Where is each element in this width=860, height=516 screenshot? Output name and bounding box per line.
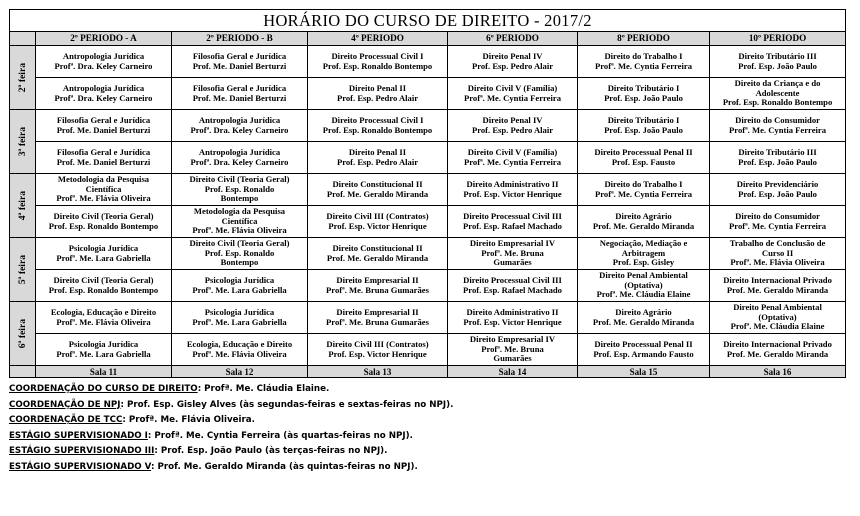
- class-cell: [172, 78, 308, 110]
- course-name: Direito Civil (Teoria Geral): [189, 238, 290, 249]
- class-cell: [448, 206, 578, 238]
- course-name: Ecologia, Educação e Direito: [186, 338, 293, 349]
- schedule-row: [10, 174, 846, 206]
- professor-name: Profª. Me. Lara Gabriella: [192, 284, 287, 295]
- schedule-row: [10, 78, 846, 110]
- course-name: Prof. Esp. Ronaldo: [204, 183, 275, 194]
- professor-name: Prof. Esp. Ronaldo Bontempo: [322, 60, 433, 71]
- course-name: Adolescente: [755, 87, 800, 98]
- professor-name: Prof. Esp. Pedro Alair: [471, 124, 554, 135]
- note-text: : Prof. Esp. Gisley Alves (às segundas-feiras e sextas-feiras no NPJ).: [120, 399, 454, 410]
- course-name: Psicologia Jurídica: [68, 338, 139, 349]
- course-name: Direito Penal II: [348, 82, 407, 93]
- period-header: 2º PERIODO - B: [172, 32, 308, 46]
- course-name: Metodologia da Pesquisa: [57, 174, 150, 185]
- day-label: 6ª feira: [16, 318, 28, 349]
- class-cell: [578, 302, 710, 334]
- professor-name: Prof. Esp. Victor Henrique: [463, 188, 562, 199]
- class-cell: [448, 238, 578, 270]
- course-name: Direito Processual Penal II: [594, 338, 693, 349]
- course-name: Direito Penal IV: [482, 114, 543, 125]
- period-header: 6º PERIODO: [448, 32, 578, 46]
- note-line: [9, 444, 845, 460]
- course-name: Direito Processual Civil I: [331, 50, 424, 61]
- note-label: COORDENAÇÃO DE TCC: [9, 415, 123, 426]
- professor-name: Prof. Me. Geraldo Miranda: [592, 220, 695, 231]
- class-cell: [36, 302, 172, 334]
- room-row: [10, 366, 846, 378]
- professor-name: Profª. Me. Cyntia Ferreira: [729, 220, 827, 231]
- professor-name: Profª. Dra. Keley Carneiro: [54, 60, 153, 71]
- class-cell: [710, 46, 846, 78]
- professor-name: Prof. Esp. Ronaldo Bontempo: [48, 284, 159, 295]
- course-name: Psicologia Jurídica: [204, 274, 275, 285]
- course-name: Direito do Trabalho I: [604, 50, 683, 61]
- course-name: Direito Civil III (Contratos): [326, 210, 429, 221]
- professor-name: Profª. Me. Flávia Oliveira: [56, 193, 151, 204]
- class-cell: [578, 334, 710, 366]
- professor-name: Profª. Me. Cláudia Elaine: [596, 289, 691, 300]
- note-label: ESTÁGIO SUPERVISIONADO I: [9, 430, 148, 441]
- class-cell: [710, 174, 846, 206]
- course-name: Ecologia, Educação e Direito: [50, 306, 157, 317]
- professor-name: Prof. Esp. Victor Henrique: [328, 348, 427, 359]
- professor-name: Profª. Me. Cyntia Ferreira: [595, 188, 692, 199]
- professor-name: Prof. Me. Geraldo Miranda: [326, 188, 429, 199]
- course-name: Científica: [221, 215, 258, 226]
- schedule-row: [10, 142, 846, 174]
- class-cell: [308, 302, 448, 334]
- class-cell: [578, 174, 710, 206]
- class-cell: [710, 270, 846, 302]
- professor-name: Prof. Me. Geraldo Miranda: [726, 348, 829, 359]
- professor-name: Prof. Esp. João Paulo: [738, 156, 817, 167]
- schedule-row: [10, 334, 846, 366]
- professor-name: Prof. Esp. Ronaldo Bontempo: [322, 124, 433, 135]
- schedule-table: [9, 9, 846, 378]
- class-cell: [308, 206, 448, 238]
- course-name: Direito Empresarial II: [336, 274, 419, 285]
- course-name: Direito da Criança e do: [734, 78, 821, 89]
- professor-name: Prof. Esp. Victor Henrique: [463, 316, 562, 327]
- class-cell: [710, 110, 846, 142]
- class-cell: [172, 302, 308, 334]
- course-name: Direito Administrativo II: [466, 178, 559, 189]
- course-name: Curso II: [761, 247, 794, 258]
- class-cell: [308, 142, 448, 174]
- day-label-cell: [10, 174, 36, 238]
- coordination-notes: [9, 382, 845, 476]
- class-cell: [578, 270, 710, 302]
- professor-name: Profª. Me. Lara Gabriella: [56, 252, 151, 263]
- schedule-row: [10, 206, 846, 238]
- day-label-cell: [10, 302, 36, 366]
- note-text: : Prof. Esp. João Paulo (às terças-feiras no NPJ).: [154, 446, 388, 457]
- class-cell: [308, 238, 448, 270]
- class-cell: [448, 142, 578, 174]
- room-label: Sala 14: [448, 366, 578, 378]
- course-name: Direito Agrário: [615, 306, 672, 317]
- professor-name: Profª. Me. Cyntia Ferreira: [595, 60, 692, 71]
- course-name: Direito Internacional Privado: [723, 338, 832, 349]
- course-name: Científica: [85, 183, 122, 194]
- course-name: Bontempo: [220, 193, 259, 204]
- class-cell: [578, 110, 710, 142]
- professor-name: Profª. Me. Flávia Oliveira: [56, 316, 151, 327]
- professor-name: Prof. Me. Geraldo Miranda: [726, 284, 829, 295]
- course-name: Psicologia Jurídica: [68, 242, 139, 253]
- professor-name: Prof. Me. Geraldo Miranda: [326, 252, 429, 263]
- professor-name: Prof. Esp. João Paulo: [604, 92, 683, 103]
- class-cell: [172, 206, 308, 238]
- course-name: Direito Civil (Teoria Geral): [53, 210, 154, 221]
- period-header: 4º PERIODO: [308, 32, 448, 46]
- day-label: 4ª feira: [16, 190, 28, 221]
- professor-name: Prof. Esp. Ronaldo Bontempo: [48, 220, 159, 231]
- professor-name: Prof. Me. Daniel Berturzi: [56, 124, 151, 135]
- course-name: Bontempo: [220, 257, 259, 268]
- professor-name: Prof. Me. Daniel Berturzi: [192, 60, 287, 71]
- course-name: Direito Civil V (Família): [467, 146, 558, 157]
- schedule-row: [10, 270, 846, 302]
- note-line: [9, 398, 845, 414]
- schedule-row: [10, 46, 846, 78]
- professor-name: Prof. Esp. João Paulo: [738, 60, 817, 71]
- note-label: COORDENAÇÃO DO CURSO DE DIREITO: [9, 384, 198, 394]
- professor-name: Profª. Me. Cyntia Ferreira: [729, 124, 827, 135]
- course-name: Direito Tributário I: [607, 114, 680, 125]
- class-cell: [448, 334, 578, 366]
- professor-name: Prof. Esp. Victor Henrique: [328, 220, 427, 231]
- professor-name: Prof. Esp. Pedro Alair: [336, 92, 419, 103]
- class-cell: [36, 78, 172, 110]
- class-cell: [710, 206, 846, 238]
- professor-name: Profª. Me. Cyntia Ferreira: [464, 92, 561, 103]
- professor-name: Profª. Dra. Keley Carneiro: [190, 156, 289, 167]
- professor-name: Prof. Esp. João Paulo: [604, 124, 683, 135]
- professor-name: Prof. Esp. João Paulo: [738, 188, 817, 199]
- schedule-body: [10, 46, 846, 366]
- class-cell: [36, 110, 172, 142]
- course-name: Arbitragem: [621, 247, 666, 258]
- course-name: Filosofia Geral e Jurídica: [192, 82, 287, 93]
- professor-name: Profª. Me. Cyntia Ferreira: [464, 156, 561, 167]
- course-name: Direito Processual Penal II: [594, 146, 693, 157]
- course-name: Direito Processual Civil I: [331, 114, 424, 125]
- class-cell: [308, 270, 448, 302]
- class-cell: [36, 206, 172, 238]
- class-cell: [308, 78, 448, 110]
- course-name: Direito Agrário: [615, 210, 672, 221]
- class-cell: [578, 142, 710, 174]
- period-header: 2º PERIODO - A: [36, 32, 172, 46]
- professor-name: Prof. Esp. Ronaldo Bontempo: [722, 97, 833, 108]
- room-label: Sala 12: [172, 366, 308, 378]
- course-name: Direito Internacional Privado: [723, 274, 832, 285]
- course-name: Direito Civil (Teoria Geral): [189, 174, 290, 185]
- note-text: : Profª. Me. Cláudia Elaine.: [197, 384, 330, 394]
- class-cell: [710, 302, 846, 334]
- day-label-cell: [10, 238, 36, 302]
- note-text: : Prof. Me. Geraldo Miranda (às quintas-feiras no NPJ).: [151, 461, 418, 472]
- course-name: Direito Civil III (Contratos): [326, 338, 429, 349]
- class-cell: [448, 78, 578, 110]
- course-name: Direito do Consumidor: [735, 114, 820, 125]
- note-line: [9, 413, 845, 429]
- course-name: Direito Empresarial II: [336, 306, 419, 317]
- page-title: HORÁRIO DO CURSO DE DIREITO - 2017/2: [10, 10, 846, 32]
- class-cell: [36, 142, 172, 174]
- note-line: [9, 460, 845, 476]
- course-name: Antropologia Jurídica: [62, 50, 145, 61]
- class-cell: [308, 46, 448, 78]
- professor-name: Prof. Esp. Armando Fausto: [593, 348, 694, 359]
- professor-name: Prof. Esp. Gisley: [612, 257, 675, 268]
- day-label-cell: [10, 110, 36, 174]
- note-text: : Profª. Me. Flávia Oliveira.: [122, 415, 255, 426]
- course-name: Direito Constitucional II: [332, 178, 423, 189]
- day-label-cell: [10, 46, 36, 110]
- class-cell: [172, 238, 308, 270]
- course-name: Direito Constitucional II: [332, 242, 423, 253]
- course-name: Direito Tributário III: [738, 50, 817, 61]
- course-name: Direito Tributário I: [607, 82, 680, 93]
- professor-name: Profª. Me. Cláudia Elaine: [730, 321, 825, 332]
- class-cell: [36, 334, 172, 366]
- course-name: Direito Civil (Teoria Geral): [53, 274, 154, 285]
- schedule-row: [10, 238, 846, 270]
- course-name: Direito Empresarial IV: [469, 334, 556, 345]
- professor-name: Prof. Esp. Pedro Alair: [336, 156, 419, 167]
- room-label: Sala 16: [710, 366, 846, 378]
- professor-name: Profª. Me. Flávia Oliveira: [192, 348, 287, 359]
- period-header: 10º PERIODO: [710, 32, 846, 46]
- room-label: Sala 13: [308, 366, 448, 378]
- class-cell: [448, 46, 578, 78]
- note-line: [9, 382, 845, 398]
- class-cell: [578, 78, 710, 110]
- professor-name: Profª. Dra. Keley Carneiro: [54, 92, 153, 103]
- course-name: (Optativa): [624, 279, 663, 290]
- course-name: Direito Penal IV: [482, 50, 543, 61]
- course-name: Direito Penal II: [348, 146, 407, 157]
- class-cell: [172, 334, 308, 366]
- professor-name: Prof. Esp. Fausto: [611, 156, 676, 167]
- corner-cell: [10, 32, 36, 46]
- period-header: 8º PERIODO: [578, 32, 710, 46]
- course-name: Antropologia Jurídica: [62, 82, 145, 93]
- course-name: Direito Tributário III: [738, 146, 817, 157]
- note-text: : Profª. Me. Cyntia Ferreira (às quartas-feiras no NPJ).: [147, 430, 413, 441]
- course-name: Profª. Me. Bruna: [481, 343, 544, 354]
- class-cell: [36, 238, 172, 270]
- course-name: Gumarães: [493, 257, 532, 268]
- class-cell: [172, 142, 308, 174]
- class-cell: [36, 270, 172, 302]
- course-name: Direito Administrativo II: [466, 306, 559, 317]
- class-cell: [172, 46, 308, 78]
- course-name: Antropologia Jurídica: [198, 114, 281, 125]
- class-cell: [710, 238, 846, 270]
- note-label: COORDENAÇÃO DE NPJ: [9, 399, 121, 410]
- professor-name: Profª. Me. Flávia Oliveira: [192, 225, 287, 236]
- note-line: [9, 429, 845, 445]
- course-name: Direito Penal Ambiental: [733, 302, 822, 313]
- course-name: Gumarães: [493, 353, 532, 364]
- note-label: ESTÁGIO SUPERVISIONADO III: [9, 446, 155, 457]
- course-name: Antropologia Jurídica: [198, 146, 281, 157]
- professor-name: Profª. Dra. Keley Carneiro: [190, 124, 289, 135]
- class-cell: [710, 334, 846, 366]
- class-cell: [710, 78, 846, 110]
- course-name: Direito Civil V (Família): [467, 82, 558, 93]
- course-name: Filosofia Geral e Jurídica: [192, 50, 287, 61]
- course-name: Prof. Esp. Ronaldo: [204, 247, 275, 258]
- class-cell: [36, 174, 172, 206]
- class-cell: [448, 174, 578, 206]
- professor-name: Profª. Me. Bruna Gumarães: [326, 316, 429, 327]
- course-name: Trabalho de Conclusão de: [729, 238, 826, 249]
- class-cell: [448, 270, 578, 302]
- schedule-row: [10, 110, 846, 142]
- class-cell: [172, 270, 308, 302]
- class-cell: [172, 110, 308, 142]
- course-name: Direito do Consumidor: [735, 210, 820, 221]
- class-cell: [36, 46, 172, 78]
- class-cell: [308, 174, 448, 206]
- course-name: Metodologia da Pesquisa: [193, 206, 286, 217]
- day-label: 3ª feira: [16, 126, 28, 157]
- schedule-row: [10, 302, 846, 334]
- course-name: Filosofia Geral e Jurídica: [56, 114, 151, 125]
- course-name: Direito Empresarial IV: [469, 238, 556, 249]
- professor-name: Prof. Me. Daniel Berturzi: [56, 156, 151, 167]
- course-name: Direito do Trabalho I: [604, 178, 683, 189]
- day-label: 5ª feira: [16, 254, 28, 285]
- room-label: Sala 15: [578, 366, 710, 378]
- course-name: Psicologia Jurídica: [204, 306, 275, 317]
- professor-name: Prof. Esp. Pedro Alair: [471, 60, 554, 71]
- period-header-row: [10, 32, 846, 46]
- professor-name: Prof. Esp. Rafael Machado: [463, 220, 562, 231]
- class-cell: [308, 110, 448, 142]
- professor-name: Profª. Me. Lara Gabriella: [192, 316, 287, 327]
- class-cell: [710, 142, 846, 174]
- day-label: 2ª feira: [16, 62, 28, 93]
- professor-name: Profª. Me. Bruna Gumarães: [326, 284, 429, 295]
- professor-name: Profª. Me. Lara Gabriella: [56, 348, 151, 359]
- class-cell: [172, 174, 308, 206]
- room-label: Sala 11: [36, 366, 172, 378]
- course-name: (Optativa): [758, 311, 797, 322]
- professor-name: Prof. Me. Daniel Berturzi: [192, 92, 287, 103]
- class-cell: [578, 238, 710, 270]
- course-name: Direito Penal Ambiental: [599, 270, 688, 281]
- class-cell: [578, 206, 710, 238]
- class-cell: [448, 110, 578, 142]
- course-name: Direito Previdenciário: [736, 178, 819, 189]
- professor-name: Prof. Esp. Rafael Machado: [463, 284, 562, 295]
- professor-name: Prof. Me. Geraldo Miranda: [592, 316, 695, 327]
- course-name: Negociação, Mediação e: [599, 238, 688, 249]
- class-cell: [308, 334, 448, 366]
- course-name: Filosofia Geral e Jurídica: [56, 146, 151, 157]
- class-cell: [578, 46, 710, 78]
- course-name: Direito Processual Civil III: [463, 210, 562, 221]
- schedule-sheet: [9, 9, 845, 476]
- professor-name: Profª. Me. Flávia Oliveira: [730, 257, 825, 268]
- class-cell: [448, 302, 578, 334]
- room-corner-cell: [10, 366, 36, 378]
- course-name: Direito Processual Civil III: [463, 274, 562, 285]
- course-name: Profª. Me. Bruna: [481, 247, 544, 258]
- note-label: ESTÁGIO SUPERVISIONADO V: [9, 461, 152, 472]
